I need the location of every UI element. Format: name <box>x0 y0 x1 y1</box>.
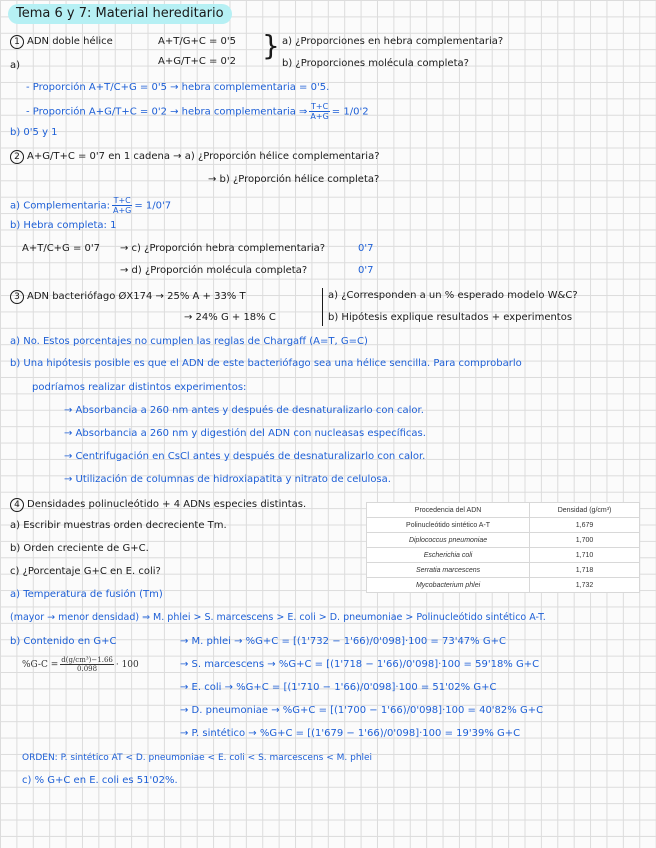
fraction: $\frac{\text{d(g/cm³)−1.66}}{0.098}$ <box>61 656 113 673</box>
eq-1: A+T/G+C = 0'5 <box>158 36 237 47</box>
table-cell: 1,700 <box>530 533 640 548</box>
gc-result: → D. pneumoniae → %G+C = [(1'700 − 1'66)/0'098]·100 = 40'82% G+C <box>180 705 544 716</box>
answer-a: a) Temperatura de fusión (Tm) <box>10 589 163 600</box>
question-c: → c) ¿Proporción hebra complementaria? <box>120 243 326 254</box>
table-row <box>367 578 640 593</box>
table-header-row <box>367 503 640 518</box>
table-cell: Escherichia coli <box>367 548 530 563</box>
composition: → 24% G + 18% C <box>184 312 276 323</box>
experiment-item: → Centrifugación en CsCl antes y después de desnaturalizarlo con calor. <box>64 451 426 462</box>
question-b: b) ¿Proporciones molécula completa? <box>282 58 469 69</box>
problem-number: 4 <box>10 498 24 512</box>
ratio-given: A+T/C+G = 0'7 <box>22 243 101 254</box>
question-d: → d) ¿Proporción molécula completa? <box>120 265 308 276</box>
answer-b: b) Contenido en G+C <box>10 636 117 647</box>
gc-result: → P. sintético → %G+C = [(1'679 − 1'66)/0'098]·100 = 19'39% G+C <box>180 728 521 739</box>
problem-number: 2 <box>10 150 24 164</box>
gc-formula: %G-C = $\frac{\text{d(g/cm³)−1.66}}{0.098}$ · 100 <box>22 656 139 673</box>
answer-b: b) Hebra completa: 1 <box>10 220 117 231</box>
experiment-item: → Absorbancia a 260 nm antes y después de desnaturalizarlo con calor. <box>64 405 424 416</box>
question-c: c) ¿Porcentaje G+C en E. coli? <box>10 566 161 577</box>
question-b: b) Orden creciente de G+C. <box>10 543 149 554</box>
experiment-item: → Utilización de columnas de hidroxiapatita y nitrato de celulosa. <box>64 474 391 485</box>
page-title: Tema 6 y 7: Material hereditario <box>8 4 232 24</box>
table-cell: 1,710 <box>530 548 640 563</box>
table-cell: 1,679 <box>530 518 640 533</box>
answer-b-cont: podríamos realizar distintos experimentos: <box>32 382 247 393</box>
answer-line: - Proporción A+G/T+C = 0'2 → hebra complementaria ⇒ $\frac{T+C}{A+G}$ = 1/0'2 <box>26 102 369 121</box>
answer-a-label: a) <box>10 60 21 71</box>
column-header: Procedencia del ADN <box>367 503 530 518</box>
table-cell: Serratia marcescens <box>367 563 530 578</box>
divider <box>322 288 323 326</box>
problem-4-head: 4 Densidades polinucleótido + 4 ADNs especies distintas. <box>10 498 306 512</box>
question-b: b) Hipótesis explique resultados + experimentos <box>328 312 573 323</box>
gc-result: → E. coli → %G+C = [(1'710 − 1'66)/0'098]·100 = 51'02% G+C <box>180 682 497 693</box>
question-a: a) ¿Corresponden a un % esperado modelo W&C? <box>328 290 578 301</box>
table-cell: Mycobacterium phlei <box>367 578 530 593</box>
problem-1-head <box>10 35 113 49</box>
table-row <box>367 518 640 533</box>
table-cell: 1,718 <box>530 563 640 578</box>
order-line: ORDEN: P. sintético AT < D. pneumoniae < E. coli < S. marcescens < M. phlei <box>22 753 373 763</box>
question-a: a) ¿Proporciones en hebra complementaria? <box>282 36 504 47</box>
answer-b: b) Una hipótesis posible es que el ADN de este bacteriófago sea una hélice sencilla. Para comprobarlo <box>10 358 522 369</box>
gc-result: → S. marcescens → %G+C = [(1'718 − 1'66)/0'098]·100 = 59'18% G+C <box>180 659 540 670</box>
fraction: $\frac{T+C}{A+G}$ <box>113 196 132 215</box>
table-row <box>367 563 640 578</box>
question-a: a) Escribir muestras orden decreciente Tm. <box>10 520 227 531</box>
answer-line: - Proporción A+T/C+G = 0'5 → hebra complementaria = 0'5. <box>26 82 330 93</box>
table-row <box>367 533 640 548</box>
answer-c: c) % G+C en E. coli es 51'02%. <box>22 775 178 786</box>
answer-c: 0'7 <box>358 243 374 254</box>
question-b: → b) ¿Proporción hélice completa? <box>208 174 380 185</box>
eq-2: A+G/T+C = 0'2 <box>158 56 237 67</box>
table-cell: 1,732 <box>530 578 640 593</box>
problem-number: 1 <box>10 35 24 49</box>
answer-a: a) No. Estos porcentajes no cumplen las reglas de Chargaff (A=T, G=C) <box>10 336 368 347</box>
table-cell: Diplococcus pneumoniae <box>367 533 530 548</box>
problem-1-title: ADN doble hélice <box>27 36 113 47</box>
gc-result: → M. phlei → %G+C = [(1'732 − 1'66)/0'098]·100 = 73'47% G+C <box>180 636 506 647</box>
fraction: $\frac{T+C}{A+G}$ <box>310 102 329 121</box>
problem-3-head: 3 ADN bacteriófago ØX174 → 25% A + 33% T <box>10 290 246 304</box>
table-cell: Polinucleótido sintético A-T <box>367 518 530 533</box>
brace: } <box>262 29 280 62</box>
column-header: Densidad (g/cm³) <box>530 503 640 518</box>
experiment-item: → Absorbancia a 260 nm y digestión del ADN con nucleasas específicas. <box>64 428 426 439</box>
problem-2-head: 2 A+G/T+C = 0'7 en 1 cadena → a) ¿Proporción hélice complementaria? <box>10 150 380 164</box>
answer-a-line: (mayor → menor densidad) ⇒ M. phlei > S. marcescens > E. coli > D. pneumoniae > Polinucleótido sintético A-T. <box>10 612 546 623</box>
density-table <box>366 502 640 593</box>
answer-a: a) Complementaria: $\frac{T+C}{A+G}$ = 1/0'7 <box>10 196 172 215</box>
table-row <box>367 548 640 563</box>
problem-number: 3 <box>10 290 24 304</box>
answer-d: 0'7 <box>358 265 374 276</box>
answer-b: b) 0'5 y 1 <box>10 127 58 138</box>
